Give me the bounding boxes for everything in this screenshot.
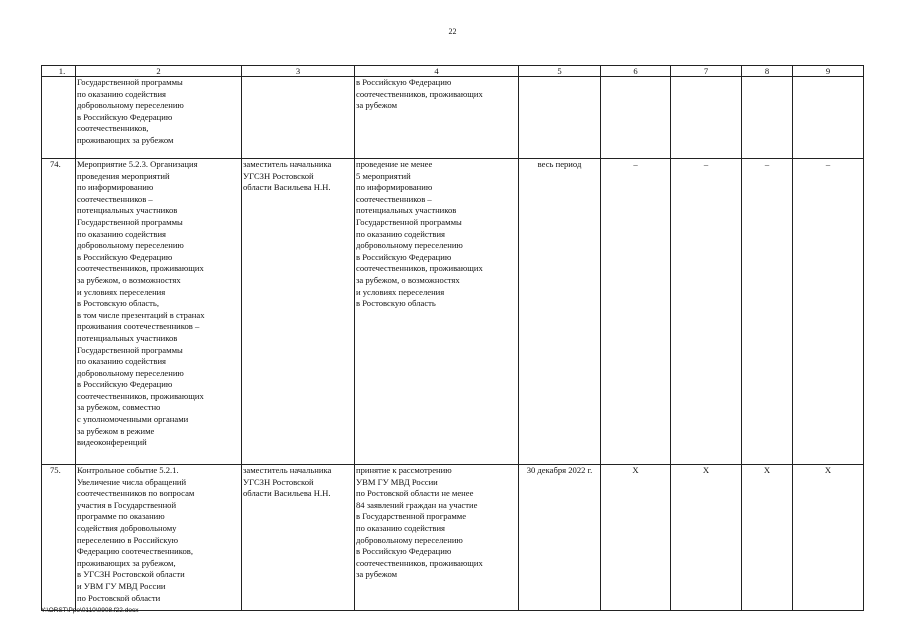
page-number: 22	[448, 27, 457, 36]
value-cell: –	[793, 159, 864, 465]
header-cell: 2	[76, 66, 242, 77]
term-cell: весь период	[519, 159, 601, 465]
value-cell: Х	[601, 465, 671, 611]
plan-table	[41, 65, 864, 611]
header-cell: 9	[793, 66, 864, 77]
responsible-text: заместитель начальника УГСЗН Ростовской области Васильева Н.Н.	[243, 465, 332, 499]
table-row	[42, 77, 864, 159]
table-row	[42, 159, 864, 465]
value-cell: –	[601, 159, 671, 465]
row-number: 75.	[42, 465, 76, 611]
term-cell	[519, 77, 601, 159]
event-text: Контрольное событие 5.2.1. Увеличение числа обращений соотечественников по вопросам участия в Государственной программе по оказанию содействия добровольному переселению в Российскую Федерацию соотечественников, проживающих за рубежом, в УГСЗН Ростовской области и УВМ ГУ МВД России по Ростовской области	[77, 465, 195, 603]
header-cell: 8	[742, 66, 793, 77]
header-cell: 5	[519, 66, 601, 77]
event-text: Мероприятие 5.2.3. Организация проведения мероприятий по информированию соотечественников – потенциальных участников Государственной программы по оказанию содействия добровольному переселению в Российскую Федерацию соотечественников, проживающих за рубежом, о возможностях и условиях переселения в Ростовскую область, в том числе презентаций в странах проживания соотечественников – потенциальных участников Государственной программы по оказанию содействия добровольному переселению в Российскую Федерацию соотечественников, проживающих за рубежом, совместно с уполномоченными органами за рубежом в режиме видеоконференций	[77, 159, 205, 448]
value-cell	[742, 77, 793, 159]
header-cell: 7	[671, 66, 742, 77]
header-cell: 6	[601, 66, 671, 77]
header-cell: 3	[242, 66, 355, 77]
file-path-footer: Y:\ORST\Ppo\0110\0908.f22.docx	[41, 607, 139, 614]
value-cell: Х	[793, 465, 864, 611]
header-cell: 4	[355, 66, 519, 77]
value-cell	[793, 77, 864, 159]
header-row	[42, 66, 864, 77]
value-cell: –	[671, 159, 742, 465]
header-cell: 1.	[42, 66, 76, 77]
term-cell: 30 декабря 2022 г.	[519, 465, 601, 611]
result-text: в Российскую Федерацию соотечественников, проживающих за рубежом	[356, 77, 483, 111]
table-row	[42, 465, 864, 611]
row-number: 74.	[42, 159, 76, 465]
value-cell: –	[742, 159, 793, 465]
value-cell: Х	[671, 465, 742, 611]
result-text: принятие к рассмотрению УВМ ГУ МВД России по Ростовской области не менее 84 заявлений граждан на участие в Государственной программе по оказанию содействия добровольному переселению в Российскую Федерацию соотечественников, проживающих за рубежом	[356, 465, 483, 580]
row-number	[42, 77, 76, 159]
result-text: проведение не менее 5 мероприятий по информированию соотечественников – потенциальных участников Государственной программы по оказанию содействия добровольному переселению в Российскую Федерацию соотечественников, проживающих за рубежом, о возможностях и условиях переселения в Ростовскую область	[356, 159, 483, 309]
event-text: Государственной программы по оказанию содействия добровольному переселению в Российскую Федерацию соотечественников, проживающих за рубежом	[77, 77, 184, 145]
responsible-text: заместитель начальника УГСЗН Ростовской области Васильева Н.Н.	[243, 159, 332, 193]
value-cell: Х	[742, 465, 793, 611]
value-cell	[601, 77, 671, 159]
value-cell	[671, 77, 742, 159]
